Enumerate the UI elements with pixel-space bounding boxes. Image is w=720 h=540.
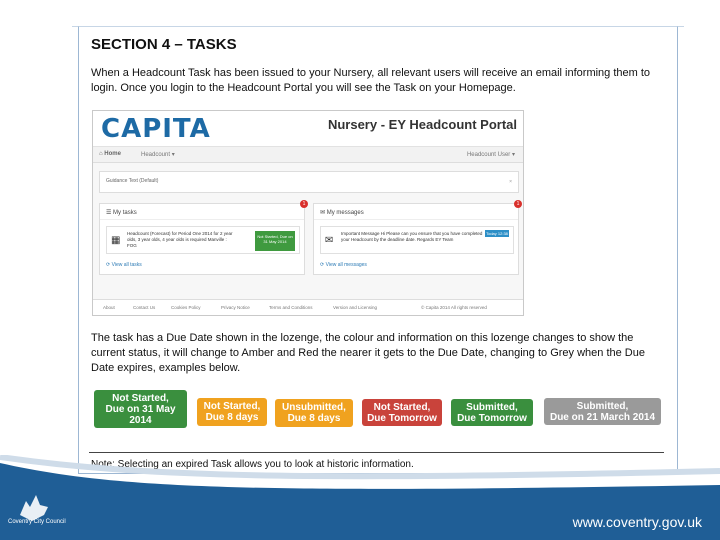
my-tasks-label: My tasks xyxy=(113,210,137,216)
task-status-lozenge: Not Started, Due on 31 May 2014 xyxy=(255,231,295,251)
lozenge-line: Not Started, xyxy=(112,392,169,404)
lozenge-unsubmitted-8-days xyxy=(275,399,353,427)
my-messages-heading: ✉ My messages xyxy=(314,204,518,220)
portal-screenshot xyxy=(92,110,524,316)
close-icon[interactable]: × xyxy=(509,179,512,185)
footer-link-terms[interactable]: Terms and Conditions xyxy=(269,305,313,310)
lozenge-not-started-tomorrow xyxy=(362,399,442,426)
footer-link-contact[interactable]: Contact Us xyxy=(133,305,156,310)
footer-copyright: © Capita 2014 All rights reserved xyxy=(421,305,487,310)
lozenge-not-started-31-may xyxy=(94,390,187,428)
footer-link-cookies[interactable]: Cookies Policy xyxy=(171,305,201,310)
nav-home-label: Home xyxy=(104,151,121,157)
lozenge-submitted-21-march xyxy=(544,398,661,425)
view-all-tasks-label: View all tasks xyxy=(111,262,142,268)
view-all-tasks-link[interactable]: ⟳ View all tasks xyxy=(106,262,142,268)
portal-nav xyxy=(93,147,523,163)
messages-count-badge: 1 xyxy=(514,200,522,208)
task-card-text: Headcount (Forecast) for Period One 2014 for 2 year olds, 3 year olds, 4 year olds is required Manville : FOG xyxy=(127,231,233,248)
calendar-icon: ▦ xyxy=(111,235,121,246)
status-paragraph: The task has a Due Date shown in the lozenge, the colour and information on this lozenge changes to show the current status, it will change to Amber and Red the nearer it gets to the Due Date, changing to Grey when the Due Date expires, examples below. xyxy=(91,332,645,374)
nav-headcount-menu[interactable]: Headcount ▾ xyxy=(141,152,175,158)
task-card[interactable] xyxy=(106,226,300,254)
footer-link-privacy[interactable]: Privacy Notice xyxy=(221,305,250,310)
site-url[interactable]: www.coventry.gov.uk xyxy=(572,514,702,530)
lozenge-line: Unsubmitted, xyxy=(282,402,346,413)
portal-header xyxy=(93,111,523,147)
nav-home-link[interactable]: ⌂ Home xyxy=(99,151,121,157)
my-tasks-panel xyxy=(99,203,305,275)
my-tasks-heading: ☰ My tasks xyxy=(100,204,304,220)
tasks-count-badge: 1 xyxy=(300,200,308,208)
message-time-badge: Today 12:38 xyxy=(486,231,508,236)
lozenge-line: Submitted, xyxy=(466,401,518,413)
portal-footer xyxy=(93,299,523,315)
lozenge-line: Due 8 days xyxy=(287,413,341,424)
lozenge-line: Not Started, xyxy=(203,401,261,412)
council-name: Coventry City Council xyxy=(8,519,66,525)
lozenge-line: Submitted, xyxy=(576,400,629,412)
message-card[interactable] xyxy=(320,226,514,254)
envelope-icon: ✉ xyxy=(325,235,334,246)
message-card-text: Important Message Hi Please can you ensure that you have completed your Headcount by the deadline date. Regards EY Team xyxy=(341,231,483,242)
lozenge-line: Due on 21 March 2014 xyxy=(549,411,656,423)
nav-user-menu[interactable]: Headcount User ▾ xyxy=(466,152,515,158)
view-all-messages-link[interactable]: ⟳ View all messages xyxy=(320,262,367,268)
my-messages-label: My messages xyxy=(326,210,364,216)
footer-link-version[interactable]: Version and Licensing xyxy=(333,305,378,310)
lozenge-line: Due Tomorrow xyxy=(367,412,437,424)
view-all-messages-label: View all messages xyxy=(325,262,367,268)
section-title: SECTION 4 – TASKS xyxy=(91,36,237,53)
guidance-text: Guidance Text (Default) xyxy=(106,178,159,184)
lozenge-submitted-tomorrow xyxy=(451,399,533,426)
lozenge-not-started-8-days xyxy=(197,398,267,426)
lozenge-line: Not Started, xyxy=(373,401,431,413)
footer-wave-light xyxy=(0,457,720,476)
capita-logo: CAPITA xyxy=(101,114,211,144)
guidance-box xyxy=(99,171,519,193)
intro-paragraph: When a Headcount Task has been issued to your Nursery, all relevant users will receive an email informing them to login. Once you login to the Headcount Portal you will see the Task on your Homepage. xyxy=(91,67,651,94)
portal-title: Nursery - EY Headcount Portal xyxy=(327,117,517,132)
lozenge-line: Due on 31 May xyxy=(105,403,176,415)
lozenge-line: 2014 xyxy=(129,414,152,426)
footer-link-about[interactable]: About xyxy=(103,305,115,310)
my-messages-panel xyxy=(313,203,519,275)
portal-body xyxy=(93,163,523,299)
lozenge-line: Due Tomorrow xyxy=(457,412,527,424)
note-text: Note: Selecting an expired Task allows you to look at historic information. xyxy=(89,452,664,472)
lozenge-line: Due 8 days xyxy=(205,412,259,423)
